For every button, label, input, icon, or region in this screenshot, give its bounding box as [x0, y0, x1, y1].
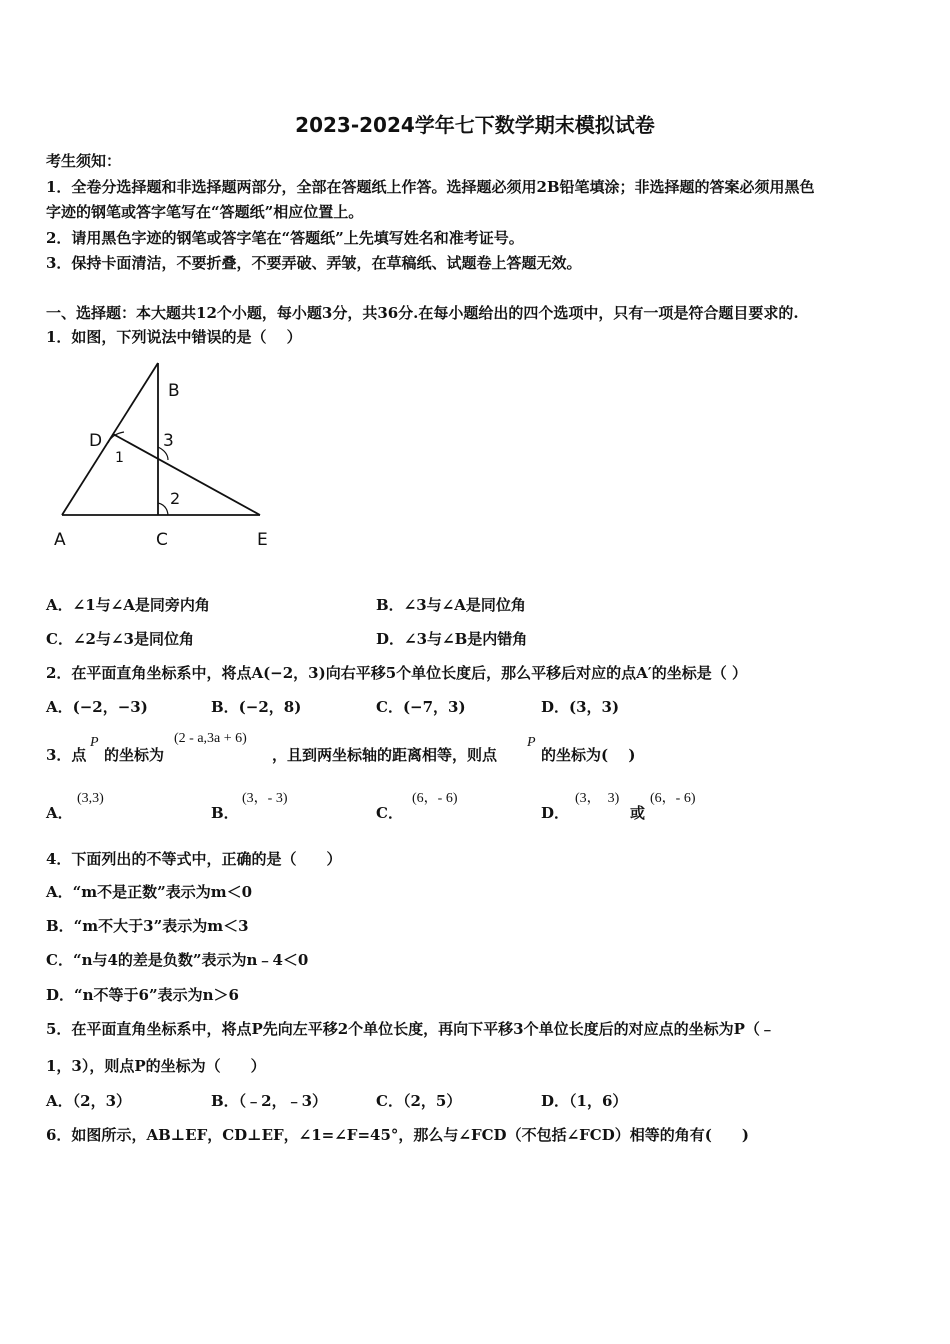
- q3-option-b-label[interactable]: B．: [211, 804, 239, 822]
- notice-heading: 考生须知：: [46, 152, 122, 170]
- q3-stem-b: 的坐标为: [104, 746, 165, 764]
- q3-option-d-value-2[interactable]: (6，- 6): [650, 791, 696, 806]
- q3-option-b-value[interactable]: (3，- 3): [242, 791, 288, 806]
- section-heading: 一、选择题：本大题共12个小题，每小题3分，共36分.在每小题给出的四个选项中，只有一项是符合题目要求的.: [46, 304, 799, 322]
- q3-stem-c: ，且到两坐标轴的距离相等，则点: [272, 746, 498, 764]
- q2-option-b[interactable]: B．(−2，8): [211, 698, 302, 716]
- q1-figure: [50, 360, 280, 555]
- q5-stem-2: 1，3），则点P的坐标为（ ）: [46, 1057, 266, 1075]
- q5-stem: 5．在平面直角坐标系中，将点P先向左平移2个单位长度，再向下平移3个单位长度后的对应点的坐标为P（﹣: [46, 1020, 775, 1038]
- q3-option-d-or: 或: [630, 804, 646, 822]
- label-D: D: [89, 431, 103, 451]
- notice-line-2: 2．请用黑色字迹的钢笔或答字笔在“答题纸”上先填写姓名和准考证号。: [46, 229, 524, 247]
- q4-option-b[interactable]: B．“m不大于3”表示为m＜3: [46, 917, 249, 935]
- q5-option-b[interactable]: B．（﹣2，﹣3）: [211, 1092, 328, 1110]
- label-B: B: [168, 381, 180, 401]
- q3-option-a-value[interactable]: (3,3): [77, 791, 104, 806]
- q3-option-c-value[interactable]: (6，- 6): [412, 791, 458, 806]
- q1-stem: 1．如图，下列说法中错误的是（ ）: [46, 328, 302, 346]
- q2-option-d[interactable]: D．(3，3): [541, 698, 620, 716]
- q3-point-p: P: [90, 735, 99, 750]
- label-E: E: [257, 530, 268, 550]
- q5-option-a[interactable]: A．（2，3）: [46, 1092, 132, 1110]
- q2-stem: 2．在平面直角坐标系中，将点A(−2，3)向右平移5个单位长度后，那么平移后对应的点A′的坐标是（ ）: [46, 664, 747, 682]
- q3-coordinate: (2 - a,3a + 6): [174, 731, 247, 746]
- arc-angle-2: [158, 503, 168, 515]
- notice-line-1b: 字迹的钢笔或答字笔写在“答题纸”相应位置上。: [46, 203, 364, 221]
- q1-option-b[interactable]: B．∠3与∠A是同位角: [376, 596, 526, 614]
- q3-stem-d: 的坐标为( ): [541, 746, 636, 764]
- q4-option-a[interactable]: A．“m不是正数”表示为m＜0: [46, 883, 253, 901]
- page-title: 2023-2024学年七下数学期末模拟试卷: [295, 113, 655, 137]
- q3-option-c-label[interactable]: C．: [376, 804, 403, 822]
- q5-option-c[interactable]: C．（2，5）: [376, 1092, 462, 1110]
- q4-option-c[interactable]: C．“n与4的差是负数”表示为n﹣4＜0: [46, 951, 309, 969]
- q3-option-a-label[interactable]: A．: [46, 804, 73, 822]
- notice-line-3: 3．保持卡面清洁，不要折叠，不要弄破、弄皱，在草稿纸、试题卷上答题无效。: [46, 254, 582, 272]
- q4-stem: 4．下面列出的不等式中，正确的是（ ）: [46, 850, 342, 868]
- notice-line-1: 1．全卷分选择题和非选择题两部分，全部在答题纸上作答。选择题必须用2B铅笔填涂；非选择题的答案必须用黑色: [46, 178, 815, 196]
- q3-option-d-value-1[interactable]: (3， 3): [575, 791, 620, 806]
- q5-option-d[interactable]: D．（1，6）: [541, 1092, 628, 1110]
- q1-option-d[interactable]: D．∠3与∠B是内错角: [376, 630, 528, 648]
- label-C: C: [156, 530, 168, 550]
- label-A: A: [54, 530, 66, 550]
- q3-option-d-label[interactable]: D．: [541, 804, 570, 822]
- q1-option-c[interactable]: C．∠2与∠3是同位角: [46, 630, 194, 648]
- q1-option-a[interactable]: A．∠1与∠A是同旁内角: [46, 596, 210, 614]
- q2-option-a[interactable]: A．(−2，−3): [46, 698, 148, 716]
- label-1: 1: [115, 450, 124, 466]
- q2-option-c[interactable]: C．(−7，3): [376, 698, 466, 716]
- label-2: 2: [170, 489, 181, 508]
- q3-point-p-2: P: [527, 735, 536, 750]
- q4-option-d[interactable]: D．“n不等于6”表示为n＞6: [46, 986, 239, 1004]
- q3-stem-a: 3．点: [46, 746, 87, 764]
- line-DE: [113, 434, 260, 515]
- q6-stem: 6．如图所示，AB⊥EF，CD⊥EF，∠1=∠F=45°，那么与∠FCD（不包括∠FCD）相等的角有( ): [46, 1126, 749, 1144]
- label-3: 3: [163, 431, 174, 451]
